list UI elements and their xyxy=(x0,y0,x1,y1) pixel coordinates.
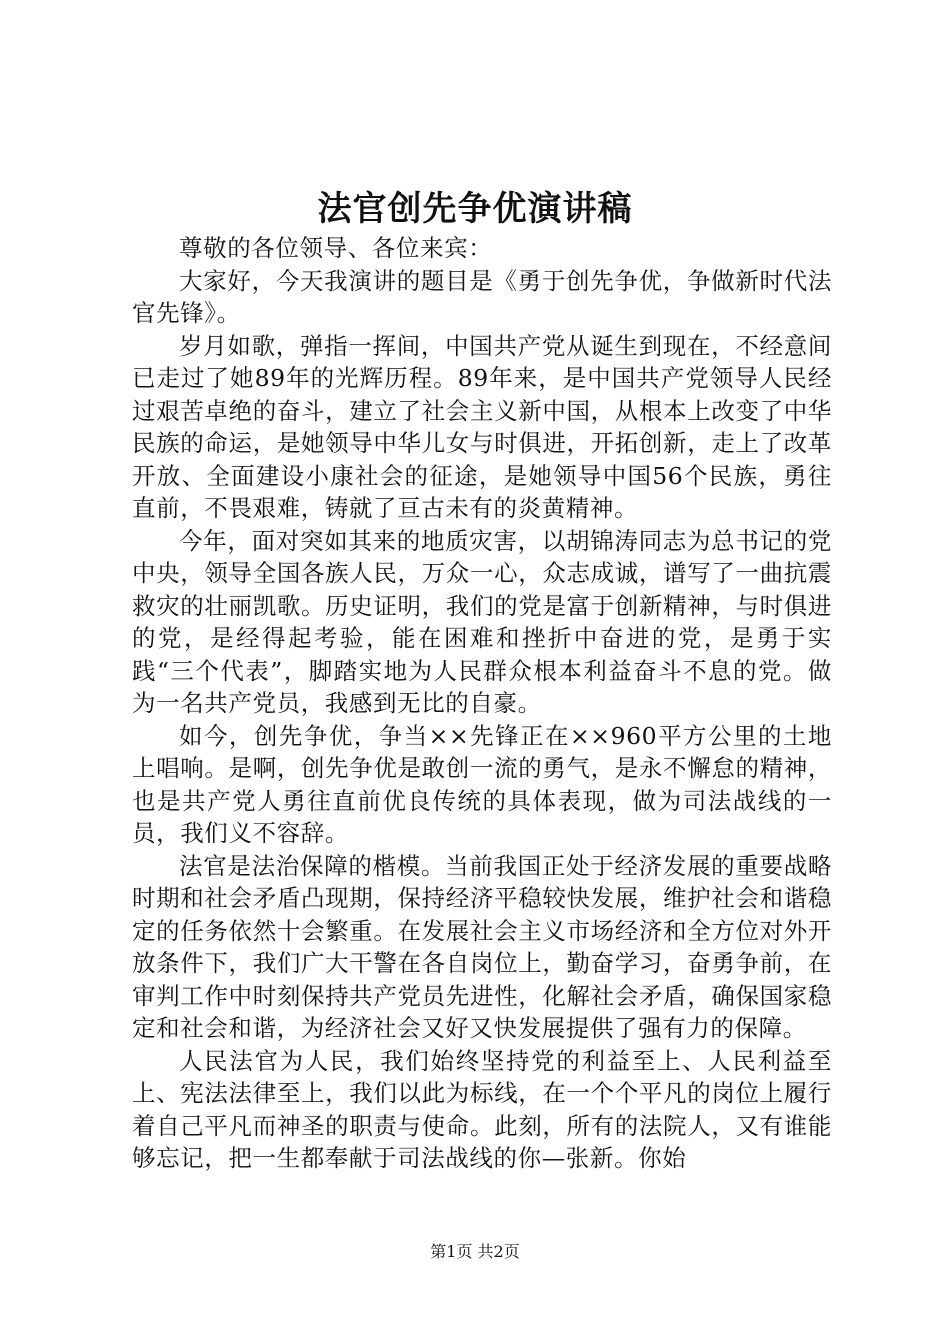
disaster-relief-paragraph: 今年，面对突如其来的地质灾害，以胡锦涛同志为总书记的党中央，领导全国各族人民，万众一心，众志成诚，谱写了一曲抗震救灾的壮丽凯歌。历史证明，我们的党是富于创新精神，与时俱进的党，是经得起考验，能在困难和挫折中奋进的党，是勇于实践“三个代表”，脚踏实地为人民群众根本利益奋斗不息的党。做为一名共产党员，我感到无比的自豪。 xyxy=(132,526,832,717)
page-number-footer: 第1页 共2页 xyxy=(430,1242,520,1261)
pioneer-paragraph: 如今，创先争优，争当××先锋正在××960平方公里的土地上唱响。是啊，创先争优是敢创一流的勇气，是永不懈怠的精神，也是共产党人勇往直前优良传统的具体表现，做为司法战线的一员，我们义不容辞。 xyxy=(132,721,832,847)
serve-people-paragraph: 人民法官为人民，我们始终坚持党的利益至上、人民利益至上、宪法法律至上，我们以此为标线，在一个个平凡的岗位上履行着自己平凡而神圣的职责与使命。此刻，所有的法院人，又有谁能够忘记，把一生都奉献于司法战线的你—张新。你始 xyxy=(132,1046,832,1172)
salutation-paragraph: 尊敬的各位领导、各位来宾： xyxy=(179,234,493,262)
judge-model-paragraph: 法官是法治保障的楷模。当前我国正处于经济发展的重要战略时期和社会矛盾凸现期，保持经济平稳较快发展，维护社会和谐稳定的任务依然十会繁重。在发展社会主义市场经济和全方位对外开放条件下，我们广大干警在各自岗位上，勤奋学习，奋勇争前，在审判工作中时刻保持共产党员先进性，化解社会矛盾，确保国家稳定和社会和谐，为经济社会又好又快发展提供了强有力的保障。 xyxy=(132,851,832,1042)
history-paragraph: 岁月如歌，弹指一挥间，中国共产党从诞生到现在，不经意间已走过了她89年的光辉历程。89年来，是中国共产党领导人民经过艰苦卓绝的奋斗，建立了社会主义新中国，从根本上改变了中华民族的命运，是她领导中华儿女与时俱进，开拓创新，走上了改革开放、全面建设小康社会的征途，是她领导中国56个民族，勇往直前，不畏艰难，铸就了亘古未有的炎黄精神。 xyxy=(132,331,832,522)
document-body xyxy=(132,232,832,1175)
opening-paragraph: 大家好，今天我演讲的题目是《勇于创先争优，争做新时代法官先锋》。 xyxy=(132,266,832,327)
document-title: 法官创先争优演讲稿 xyxy=(317,189,633,229)
